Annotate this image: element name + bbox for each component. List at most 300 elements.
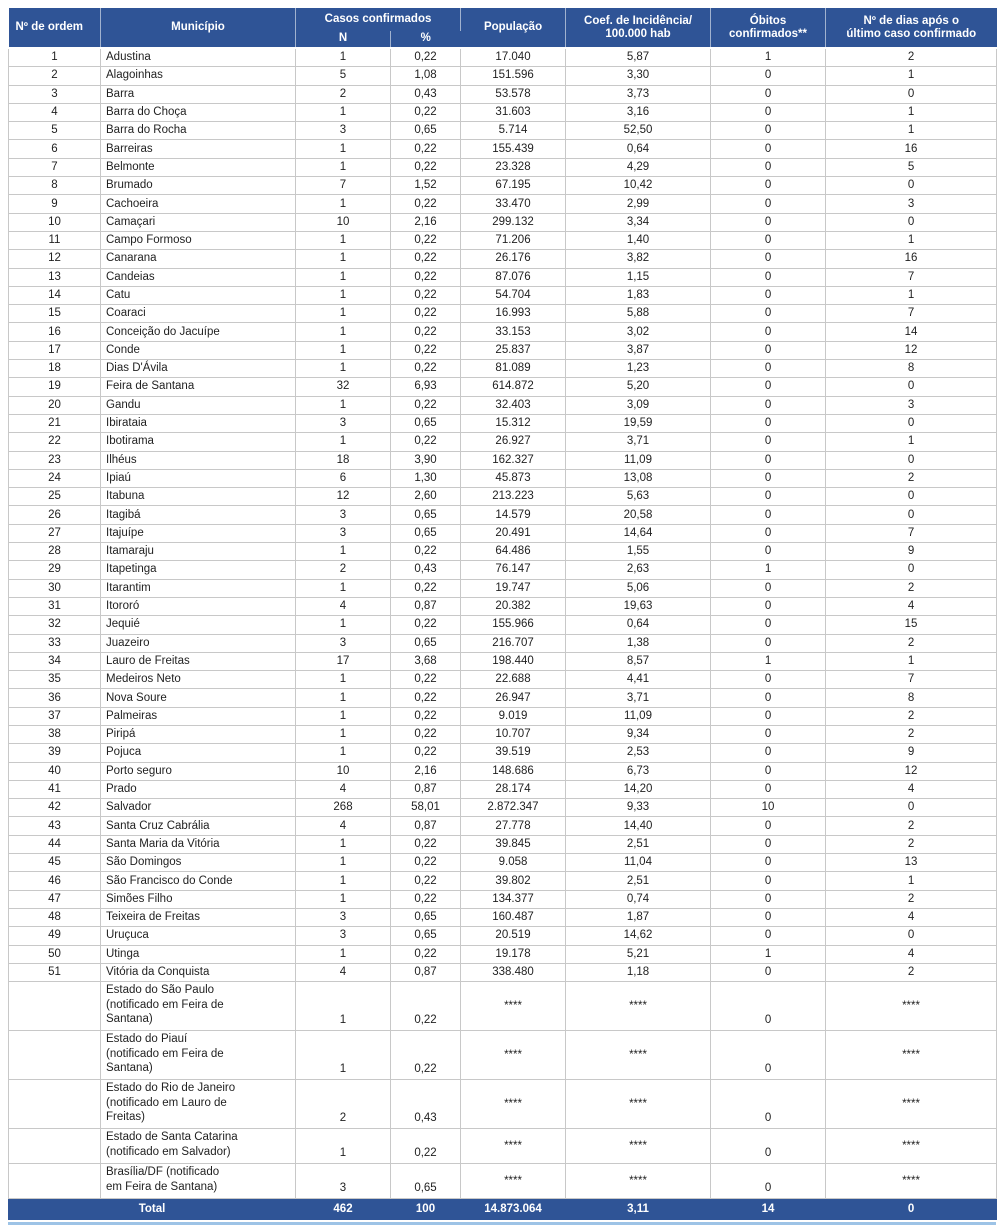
cell-populacao: 39.845 xyxy=(461,835,566,853)
cell-casos-n: 4 xyxy=(296,780,391,798)
table-row xyxy=(9,177,997,195)
table-row xyxy=(9,634,997,652)
cell-dias: 1 xyxy=(826,652,997,670)
table-row xyxy=(9,652,997,670)
cell-coef-incidencia: 3,71 xyxy=(566,689,711,707)
table-row xyxy=(9,945,997,963)
cell-dias: 4 xyxy=(826,945,997,963)
cell-ordem: 24 xyxy=(9,469,101,487)
cell-dias: **** xyxy=(826,1031,997,1080)
table-row xyxy=(9,744,997,762)
cell-casos-pct: 0,22 xyxy=(391,341,461,359)
cell-populacao: 81.089 xyxy=(461,360,566,378)
cell-coef-incidencia: 3,71 xyxy=(566,433,711,451)
cell-dias: 7 xyxy=(826,524,997,542)
table-row-out-of-state xyxy=(9,1129,997,1164)
cell-coef-incidencia: 5,88 xyxy=(566,305,711,323)
cell-ordem: 37 xyxy=(9,707,101,725)
cell-casos-pct: 0,22 xyxy=(391,671,461,689)
table-row xyxy=(9,835,997,853)
total-coef: 3,11 xyxy=(566,1199,711,1220)
cell-municipio: Itajuípe xyxy=(101,524,296,542)
cell-casos-n: 7 xyxy=(296,177,391,195)
cell-casos-pct: 58,01 xyxy=(391,799,461,817)
cell-casos-pct: 0,87 xyxy=(391,780,461,798)
cell-dias: 1 xyxy=(826,872,997,890)
cell-obitos: 0 xyxy=(711,927,826,945)
cell-coef-incidencia: 1,23 xyxy=(566,360,711,378)
cell-obitos: 0 xyxy=(711,890,826,908)
cell-ordem: 39 xyxy=(9,744,101,762)
cell-ordem: 50 xyxy=(9,945,101,963)
cell-dias: **** xyxy=(826,1164,997,1199)
cell-populacao: 2.872.347 xyxy=(461,799,566,817)
cell-ordem: 18 xyxy=(9,360,101,378)
cell-dias: 2 xyxy=(826,48,997,67)
cell-casos-n: 1 xyxy=(296,268,391,286)
cell-populacao: 16.993 xyxy=(461,305,566,323)
cell-coef-incidencia: 3,09 xyxy=(566,396,711,414)
cell-ordem xyxy=(9,1164,101,1199)
cell-municipio-line: Estado do Rio de Janeiro xyxy=(106,1082,236,1095)
cell-dias: 13 xyxy=(826,854,997,872)
cell-municipio: Canarana xyxy=(101,250,296,268)
cell-dias: 9 xyxy=(826,543,997,561)
cell-ordem: 30 xyxy=(9,579,101,597)
cell-municipio: Alagoinhas xyxy=(101,67,296,85)
cell-obitos: 0 xyxy=(711,85,826,103)
cell-casos-pct: 0,22 xyxy=(391,195,461,213)
table-row xyxy=(9,469,997,487)
cell-casos-n: 268 xyxy=(296,799,391,817)
cell-obitos: 0 xyxy=(711,543,826,561)
cell-populacao: 26.947 xyxy=(461,689,566,707)
cell-populacao: 216.707 xyxy=(461,634,566,652)
cell-casos-n: 1 xyxy=(296,835,391,853)
cell-populacao: 71.206 xyxy=(461,231,566,249)
cell-casos-n: 3 xyxy=(296,524,391,542)
cell-populacao: 45.873 xyxy=(461,469,566,487)
cell-obitos: 0 xyxy=(711,1164,826,1199)
cell-casos-pct: 0,43 xyxy=(391,85,461,103)
cell-casos-pct: 0,22 xyxy=(391,744,461,762)
table-row xyxy=(9,890,997,908)
table-row xyxy=(9,725,997,743)
cell-dias: 7 xyxy=(826,671,997,689)
cell-municipio: Prado xyxy=(101,780,296,798)
cell-coef-incidencia: 3,34 xyxy=(566,213,711,231)
cell-dias: 0 xyxy=(826,506,997,524)
header-ordem: Nº de ordem xyxy=(9,8,101,48)
cell-dias: 1 xyxy=(826,122,997,140)
cell-ordem xyxy=(9,1080,101,1129)
cell-populacao: 9.019 xyxy=(461,707,566,725)
cell-coef-incidencia: **** xyxy=(566,1031,711,1080)
cell-obitos: 1 xyxy=(711,561,826,579)
cell-coef-incidencia: **** xyxy=(566,1164,711,1199)
total-dias: 0 xyxy=(826,1199,997,1220)
cell-populacao: 134.377 xyxy=(461,890,566,908)
cell-casos-pct: 0,22 xyxy=(391,360,461,378)
cell-obitos: 0 xyxy=(711,140,826,158)
cell-municipio: Palmeiras xyxy=(101,707,296,725)
cell-obitos: 0 xyxy=(711,231,826,249)
cell-casos-pct: 0,65 xyxy=(391,927,461,945)
cell-casos-pct: 0,87 xyxy=(391,597,461,615)
header-coef-line2: 100.000 hab xyxy=(605,27,671,40)
cell-casos-n: 1 xyxy=(296,689,391,707)
cell-municipio: São Domingos xyxy=(101,854,296,872)
cell-casos-pct: 0,22 xyxy=(391,835,461,853)
cell-municipio: Salvador xyxy=(101,799,296,817)
cell-dias: 14 xyxy=(826,323,997,341)
cell-ordem: 38 xyxy=(9,725,101,743)
table-row xyxy=(9,506,997,524)
cell-ordem xyxy=(9,1031,101,1080)
cell-municipio: Nova Soure xyxy=(101,689,296,707)
cell-populacao: 32.403 xyxy=(461,396,566,414)
header-municipio: Município xyxy=(101,8,296,48)
cell-municipio: Gandu xyxy=(101,396,296,414)
cell-obitos: 0 xyxy=(711,524,826,542)
cell-dias: 3 xyxy=(826,195,997,213)
cell-dias: 4 xyxy=(826,780,997,798)
table-row xyxy=(9,908,997,926)
table-row xyxy=(9,707,997,725)
table-row xyxy=(9,433,997,451)
cell-populacao: 28.174 xyxy=(461,780,566,798)
cell-ordem xyxy=(9,1129,101,1164)
cell-obitos: 0 xyxy=(711,451,826,469)
cell-ordem: 20 xyxy=(9,396,101,414)
cell-casos-n: 1 xyxy=(296,1129,391,1164)
cell-ordem: 2 xyxy=(9,67,101,85)
cell-coef-incidencia: 6,73 xyxy=(566,762,711,780)
cell-obitos: 0 xyxy=(711,707,826,725)
cell-dias: 1 xyxy=(826,433,997,451)
cell-coef-incidencia: 19,59 xyxy=(566,414,711,432)
cell-obitos: 0 xyxy=(711,854,826,872)
cell-dias: 0 xyxy=(826,414,997,432)
cell-municipio: Juazeiro xyxy=(101,634,296,652)
cell-populacao: 148.686 xyxy=(461,762,566,780)
cell-ordem: 45 xyxy=(9,854,101,872)
cell-populacao: 22.688 xyxy=(461,671,566,689)
cell-ordem: 31 xyxy=(9,597,101,615)
cell-coef-incidencia: **** xyxy=(566,982,711,1031)
cell-municipio: Utinga xyxy=(101,945,296,963)
cell-municipio: Itororó xyxy=(101,597,296,615)
table-row xyxy=(9,103,997,121)
cell-casos-pct: 0,22 xyxy=(391,689,461,707)
cell-populacao: 19.178 xyxy=(461,945,566,963)
cell-ordem: 15 xyxy=(9,305,101,323)
cell-populacao: 76.147 xyxy=(461,561,566,579)
cell-municipio xyxy=(101,1164,296,1199)
cell-populacao: 5.714 xyxy=(461,122,566,140)
cell-dias: 2 xyxy=(826,835,997,853)
table-row-out-of-state xyxy=(9,1164,997,1199)
cell-dias: 0 xyxy=(826,561,997,579)
cell-populacao: 25.837 xyxy=(461,341,566,359)
cell-obitos: 0 xyxy=(711,616,826,634)
cell-casos-n: 1 xyxy=(296,360,391,378)
cell-populacao: 39.802 xyxy=(461,872,566,890)
cell-ordem: 1 xyxy=(9,48,101,67)
cell-municipio: Itapetinga xyxy=(101,561,296,579)
cell-coef-incidencia: 14,20 xyxy=(566,780,711,798)
header-dias-apos-ultimo-caso xyxy=(826,8,997,48)
cell-casos-pct: 0,22 xyxy=(391,250,461,268)
cell-casos-n: 1 xyxy=(296,1031,391,1080)
cell-dias: 7 xyxy=(826,305,997,323)
cell-populacao: 15.312 xyxy=(461,414,566,432)
cell-municipio: Barreiras xyxy=(101,140,296,158)
cell-obitos: 0 xyxy=(711,433,826,451)
cell-dias: 2 xyxy=(826,725,997,743)
table-row-out-of-state xyxy=(9,1080,997,1129)
cell-populacao: 151.596 xyxy=(461,67,566,85)
cell-obitos: 10 xyxy=(711,799,826,817)
cell-ordem: 44 xyxy=(9,835,101,853)
cell-casos-n: 6 xyxy=(296,469,391,487)
cell-ordem: 51 xyxy=(9,963,101,981)
cell-municipio: Teixeira de Freitas xyxy=(101,908,296,926)
cell-coef-incidencia: 1,38 xyxy=(566,634,711,652)
cell-coef-incidencia: 3,02 xyxy=(566,323,711,341)
cell-dias: 2 xyxy=(826,707,997,725)
cell-dias: 0 xyxy=(826,799,997,817)
cell-ordem: 36 xyxy=(9,689,101,707)
cell-municipio: Barra do Choça xyxy=(101,103,296,121)
cell-municipio-line: Santana) xyxy=(106,1062,153,1075)
cell-casos-pct: 1,08 xyxy=(391,67,461,85)
cell-populacao: 160.487 xyxy=(461,908,566,926)
cell-dias: 1 xyxy=(826,231,997,249)
cell-obitos: 0 xyxy=(711,597,826,615)
cell-coef-incidencia: **** xyxy=(566,1129,711,1164)
cell-populacao: 9.058 xyxy=(461,854,566,872)
cell-populacao: 26.176 xyxy=(461,250,566,268)
cell-obitos: 0 xyxy=(711,908,826,926)
cell-ordem: 12 xyxy=(9,250,101,268)
cell-coef-incidencia: 3,16 xyxy=(566,103,711,121)
cell-casos-pct: 3,68 xyxy=(391,652,461,670)
cell-casos-n: 1 xyxy=(296,744,391,762)
cell-dias: 4 xyxy=(826,597,997,615)
cell-casos-n: 4 xyxy=(296,817,391,835)
cell-ordem: 48 xyxy=(9,908,101,926)
cell-ordem: 42 xyxy=(9,799,101,817)
cell-municipio: Uruçuca xyxy=(101,927,296,945)
cell-casos-pct: 0,22 xyxy=(391,872,461,890)
cell-coef-incidencia: 8,57 xyxy=(566,652,711,670)
cell-casos-n: 17 xyxy=(296,652,391,670)
cell-ordem: 11 xyxy=(9,231,101,249)
cell-obitos: 0 xyxy=(711,506,826,524)
cell-dias: 7 xyxy=(826,268,997,286)
cell-coef-incidencia: 13,08 xyxy=(566,469,711,487)
cell-municipio: Jequié xyxy=(101,616,296,634)
cell-municipio: Ibirataia xyxy=(101,414,296,432)
cell-casos-n: 12 xyxy=(296,488,391,506)
header-dias-line2: último caso confirmado xyxy=(846,27,977,40)
cell-obitos: 0 xyxy=(711,744,826,762)
cell-coef-incidencia: 14,64 xyxy=(566,524,711,542)
cell-municipio xyxy=(101,1129,296,1164)
cell-casos-n: 1 xyxy=(296,982,391,1031)
cell-obitos: 0 xyxy=(711,488,826,506)
cell-obitos: 0 xyxy=(711,469,826,487)
cell-casos-n: 1 xyxy=(296,195,391,213)
cell-casos-pct: 0,43 xyxy=(391,561,461,579)
cell-populacao: 67.195 xyxy=(461,177,566,195)
cell-casos-pct: 0,22 xyxy=(391,140,461,158)
cell-ordem xyxy=(9,982,101,1031)
cell-ordem: 43 xyxy=(9,817,101,835)
cell-casos-pct: 0,22 xyxy=(391,433,461,451)
cell-populacao: 26.927 xyxy=(461,433,566,451)
cell-dias: 8 xyxy=(826,360,997,378)
cell-casos-n: 5 xyxy=(296,67,391,85)
table-row xyxy=(9,762,997,780)
cell-casos-pct: 0,22 xyxy=(391,268,461,286)
cell-casos-n: 3 xyxy=(296,634,391,652)
table-row xyxy=(9,323,997,341)
table-row xyxy=(9,488,997,506)
cell-casos-n: 3 xyxy=(296,908,391,926)
cell-ordem: 33 xyxy=(9,634,101,652)
cell-casos-n: 2 xyxy=(296,561,391,579)
cell-casos-pct: 0,22 xyxy=(391,48,461,67)
cell-dias: 0 xyxy=(826,488,997,506)
cell-obitos: 0 xyxy=(711,689,826,707)
cell-casos-pct: 2,16 xyxy=(391,213,461,231)
cell-casos-n: 1 xyxy=(296,854,391,872)
cell-obitos: 0 xyxy=(711,213,826,231)
cell-obitos: 0 xyxy=(711,671,826,689)
table-row-out-of-state xyxy=(9,982,997,1031)
cell-casos-n: 2 xyxy=(296,1080,391,1129)
cell-populacao: 33.153 xyxy=(461,323,566,341)
table-header xyxy=(9,8,997,48)
table-row xyxy=(9,122,997,140)
cell-municipio: Ipiaú xyxy=(101,469,296,487)
cell-casos-n: 1 xyxy=(296,433,391,451)
cell-ordem: 10 xyxy=(9,213,101,231)
cell-municipio: Barra xyxy=(101,85,296,103)
cell-municipio: Coaraci xyxy=(101,305,296,323)
cell-obitos: 1 xyxy=(711,945,826,963)
cell-casos-n: 1 xyxy=(296,872,391,890)
cell-coef-incidencia: 2,51 xyxy=(566,835,711,853)
cell-ordem: 25 xyxy=(9,488,101,506)
cell-casos-pct: 0,22 xyxy=(391,231,461,249)
table-footer xyxy=(9,1199,997,1220)
cell-dias: **** xyxy=(826,1080,997,1129)
cell-coef-incidencia: 14,62 xyxy=(566,927,711,945)
cell-municipio-line: Freitas) xyxy=(106,1111,145,1124)
cell-casos-n: 1 xyxy=(296,323,391,341)
cell-casos-n: 1 xyxy=(296,543,391,561)
table-row xyxy=(9,195,997,213)
cell-populacao: **** xyxy=(461,982,566,1031)
cell-casos-n: 3 xyxy=(296,927,391,945)
cell-municipio: Simões Filho xyxy=(101,890,296,908)
cell-coef-incidencia: 0,64 xyxy=(566,140,711,158)
cell-coef-incidencia: 2,51 xyxy=(566,872,711,890)
cell-casos-pct: 0,87 xyxy=(391,963,461,981)
cell-dias: 3 xyxy=(826,396,997,414)
cell-populacao: 39.519 xyxy=(461,744,566,762)
cell-dias: 4 xyxy=(826,908,997,926)
cell-casos-n: 3 xyxy=(296,122,391,140)
cell-dias: 0 xyxy=(826,927,997,945)
cell-casos-pct: 0,22 xyxy=(391,1031,461,1080)
table-row xyxy=(9,561,997,579)
cell-populacao: **** xyxy=(461,1080,566,1129)
cell-casos-n: 1 xyxy=(296,140,391,158)
cell-municipio: Ilhéus xyxy=(101,451,296,469)
cell-municipio: Cachoeira xyxy=(101,195,296,213)
cell-populacao: 27.778 xyxy=(461,817,566,835)
cell-obitos: 0 xyxy=(711,250,826,268)
cell-coef-incidencia: 1,15 xyxy=(566,268,711,286)
cell-municipio: Conceição do Jacuípe xyxy=(101,323,296,341)
cell-obitos: 1 xyxy=(711,48,826,67)
table-row xyxy=(9,396,997,414)
cell-ordem: 16 xyxy=(9,323,101,341)
table-row xyxy=(9,378,997,396)
cell-casos-n: 1 xyxy=(296,103,391,121)
cell-obitos: 0 xyxy=(711,103,826,121)
cell-coef-incidencia: 0,64 xyxy=(566,616,711,634)
cell-municipio: Ibotirama xyxy=(101,433,296,451)
cell-casos-n: 4 xyxy=(296,963,391,981)
cell-casos-pct: 1,30 xyxy=(391,469,461,487)
cell-coef-incidencia: 19,63 xyxy=(566,597,711,615)
cell-coef-incidencia: 11,04 xyxy=(566,854,711,872)
header-casos-confirmados: Casos confirmados xyxy=(296,8,461,31)
cell-populacao: 19.747 xyxy=(461,579,566,597)
table-row xyxy=(9,158,997,176)
cell-casos-n: 1 xyxy=(296,158,391,176)
covid-municipios-table xyxy=(8,8,997,1220)
cell-dias: 16 xyxy=(826,250,997,268)
cell-obitos: 0 xyxy=(711,835,826,853)
cell-casos-pct: 0,22 xyxy=(391,543,461,561)
cell-obitos: 0 xyxy=(711,323,826,341)
total-row xyxy=(9,1199,997,1220)
cell-ordem: 21 xyxy=(9,414,101,432)
cell-dias: 12 xyxy=(826,762,997,780)
cell-ordem: 49 xyxy=(9,927,101,945)
cell-ordem: 14 xyxy=(9,286,101,304)
cell-obitos: 0 xyxy=(711,872,826,890)
cell-casos-n: 1 xyxy=(296,286,391,304)
cell-casos-n: 1 xyxy=(296,707,391,725)
table-row xyxy=(9,543,997,561)
cell-municipio: Porto seguro xyxy=(101,762,296,780)
cell-municipio-line: (notificado em Feira de xyxy=(106,1047,224,1060)
table-row xyxy=(9,451,997,469)
cell-populacao: 20.519 xyxy=(461,927,566,945)
table-body xyxy=(9,48,997,1199)
cell-coef-incidencia: 3,73 xyxy=(566,85,711,103)
cell-municipio: Medeiros Neto xyxy=(101,671,296,689)
cell-municipio-line: (notificado em Feira de xyxy=(106,998,224,1011)
cell-coef-incidencia: 14,40 xyxy=(566,817,711,835)
